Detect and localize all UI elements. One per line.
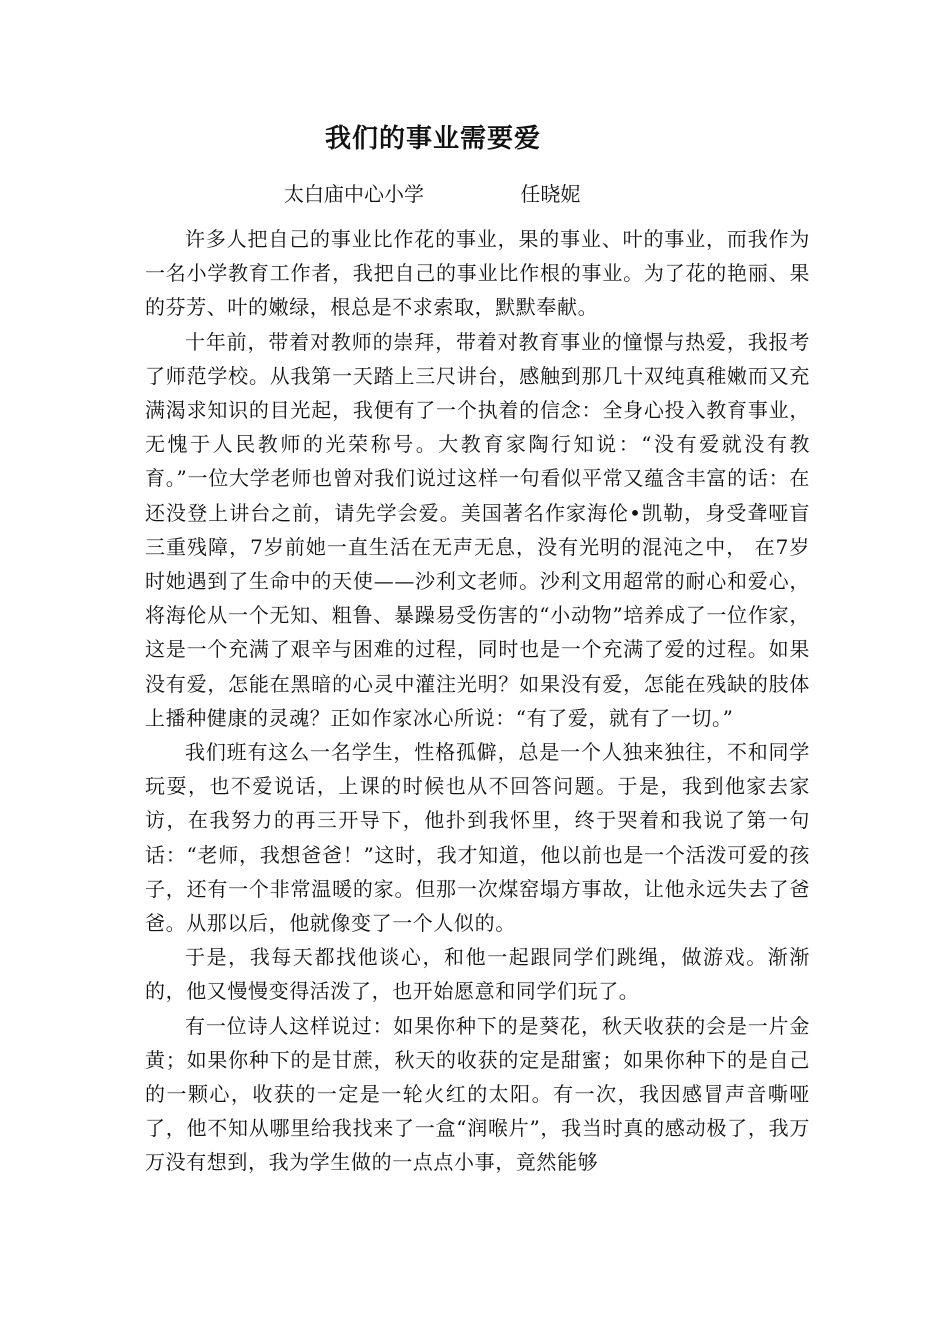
paragraph: 十年前，带着对教师的崇拜，带着对教育事业的憧憬与热爱，我报考了师范学校。从我第一天踏上三尺讲台，感触到那几十双纯真稚嫩而又充满渴求知识的目光起，我便有了一个执着的信念：全身心投入教育事业，无愧于人民教师的光荣称号。大教育家陶行知说：“没有爱就没有教育。”一位大学老师也曾对我们说过这样一句看似平常又蕴含丰富的话：在还没登上讲台之前，请先学会爱。美国著名作家海伦•凯勒，身受聋哑盲三重残障，7岁前她一直生活在无声无息，没有光明的混沌之中， 在7岁时她遇到了生命中的天使——沙利文老师。沙利文用超常的耐心和爱心，将海伦从一个无知、粗鲁、暴躁易受伤害的“小动物”培养成了一位作家，这是一个充满了艰辛与困难的过程，同时也是一个充满了爱的过程。如果没有爱，怎能在黑暗的心灵中灌注光明？如果没有爱，怎能在残缺的肢体上播种健康的灵魂？正如作家冰心所说：“有了爱，就有了一切。”: [145, 329, 810, 730]
author-name: 任晓妮: [520, 182, 581, 206]
paragraph: 于是，我每天都找他谈心，和他一起跟同学们跳绳，做游戏。渐渐的，他又慢慢变得活泼了，也开始愿意和同学们玩了。: [145, 945, 810, 1004]
document-title: 我们的事业需要爱: [324, 124, 541, 154]
paragraph: 有一位诗人这样说过：如果你种下的是葵花，秋天收获的会是一片金黄；如果你种下的是甘蔗，秋天的收获的定是甜蜜；如果你种下的是自己的一颗心，收获的一定是一轮火红的太阳。有一次，我因感冒声音嘶哑了，他不知从哪里给我找来了一盒“润喉片”，我当时真的感动极了，我万万没有想到，我为学生做的一点点小事，竟然能够: [145, 1013, 810, 1175]
byline: [284, 180, 704, 208]
article-body: [145, 222, 810, 1180]
paragraph: 许多人把自己的事业比作花的事业，果的事业、叶的事业，而我作为一名小学教育工作者，我把自己的事业比作根的事业。为了花的艳丽、果的芬芳、叶的嫩绿，根总是不求索取，默默奉献。: [145, 227, 810, 320]
school-name: 太白庙中心小学: [284, 182, 424, 206]
paragraph: 我们班有这么一名学生，性格孤僻，总是一个人独来独往，不和同学玩耍，也不爱说话，上课的时候也从不回答问题。于是，我到他家去家访，在我努力的再三开导下，他扑到我怀里，终于哭着和我说了第一句话：“老师，我想爸爸！”这时，我才知道，他以前也是一个活泼可爱的孩子，还有一个非常温暖的家。但那一次煤窑塌方事故，让他永远失去了爸爸。从那以后，他就像变了一个人似的。: [145, 740, 810, 936]
